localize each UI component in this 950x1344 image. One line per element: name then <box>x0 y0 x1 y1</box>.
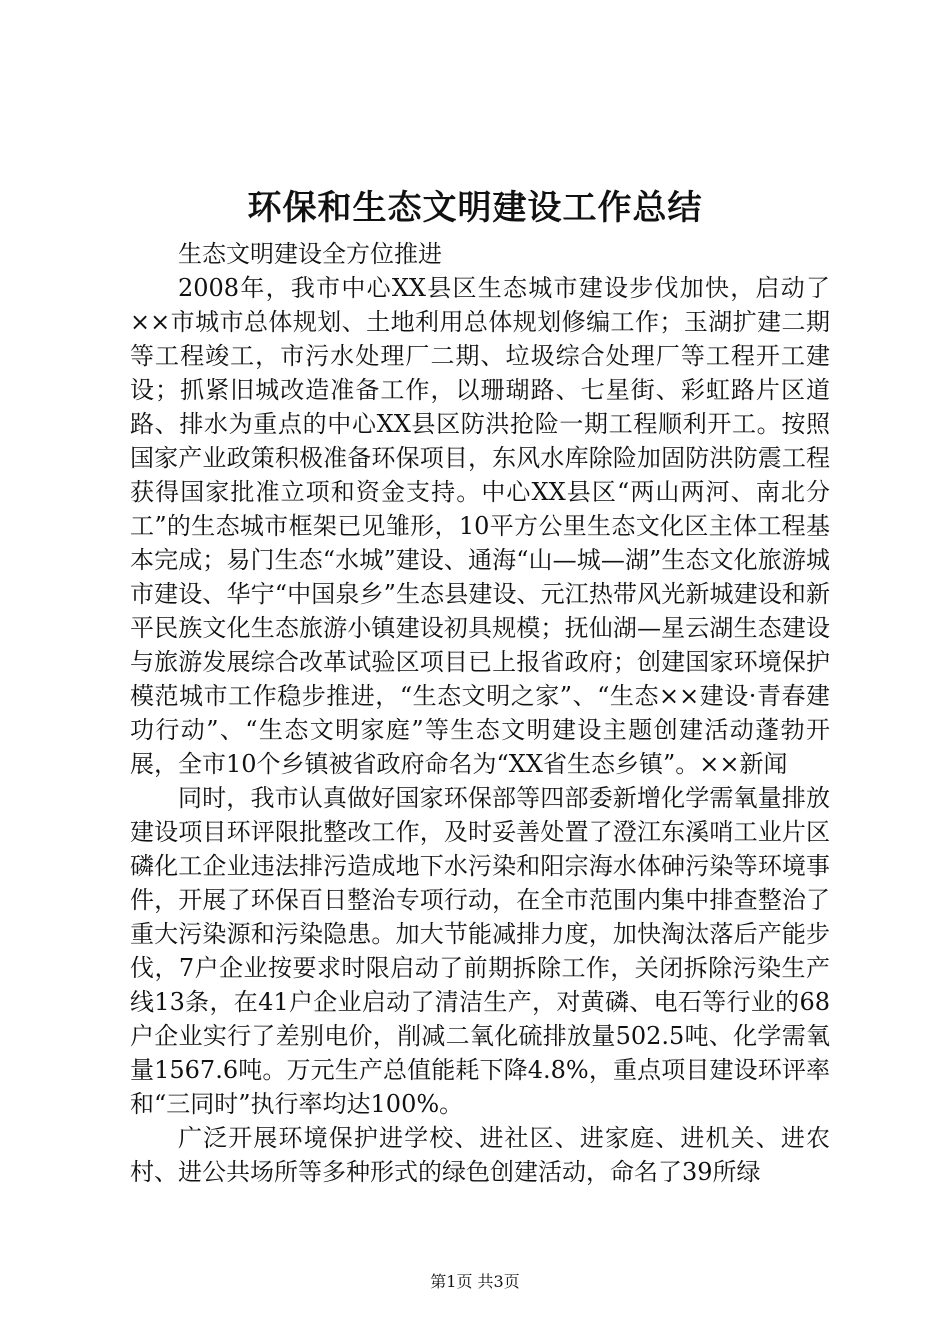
paragraph: 2008年，我市中心XX县区生态城市建设步伐加快，启动了××市城市总体规划、土地利用总体规划修编工作；玉湖扩建二期等工程竣工，市污水处理厂二期、垃圾综合处理厂等工程开工建设；抓紧旧城改造准备工作，以珊瑚路、七星街、彩虹路片区道路、排水为重点的中心XX县区防洪抢险一期工程顺利开工。按照国家产业政策积极准备环保项目，东风水库除险加固防洪防震工程获得国家批准立项和资金支持。中心XX县区“两山两河、南北分工”的生态城市框架已见雏形，10平方公里生态文化区主体工程基本完成；易门生态“水城”建设、通海“山—城—湖”生态文化旅游城市建设、华宁“中国泉乡”生态县建设、元江热带风光新城建设和新平民族文化生态旅游小镇建设初具规模；抚仙湖—星云湖生态建设与旅游发展综合改革试验区项目已上报省政府；创建国家环境保护模范城市工作稳步推进，“生态文明之家”、“生态××建设·青春建功行动”、“生态文明家庭”等生态文明建设主题创建活动蓬勃开展，全市10个乡镇被省政府命名为“XX省生态乡镇”。××新闻 <box>130 274 830 778</box>
document-body <box>130 237 830 1189</box>
paragraph: 同时，我市认真做好国家环保部等四部委新增化学需氧量排放建设项目环评限批整改工作，及时妥善处置了澄江东溪哨工业片区磷化工企业违法排污造成地下水污染和阳宗海水体砷污染等环境事件，开展了环保百日整治专项行动，在全市范围内集中排查整治了重大污染源和污染隐患。加大节能减排力度，加快淘汰落后产能步伐，7户企业按要求时限启动了前期拆除工作，关闭拆除污染生产线13条，在41户企业启动了清洁生产，对黄磷、电石等行业的68户企业实行了差别电价，削减二氧化硫排放量502.5吨、化学需氧量1567.6吨。万元生产总值能耗下降4.8%，重点项目建设环评率和“三同时”执行率均达100%。 <box>130 784 830 1118</box>
paragraph: 广泛开展环境保护进学校、进社区、进家庭、进机关、进农村、进公共场所等多种形式的绿色创建活动，命名了39所绿 <box>130 1124 830 1186</box>
page-number-footer: 第1页 共3页 <box>430 1272 520 1291</box>
document-title: 环保和生态文明建设工作总结 <box>247 188 703 228</box>
document-subtitle: 生态文明建设全方位推进 <box>178 240 442 268</box>
